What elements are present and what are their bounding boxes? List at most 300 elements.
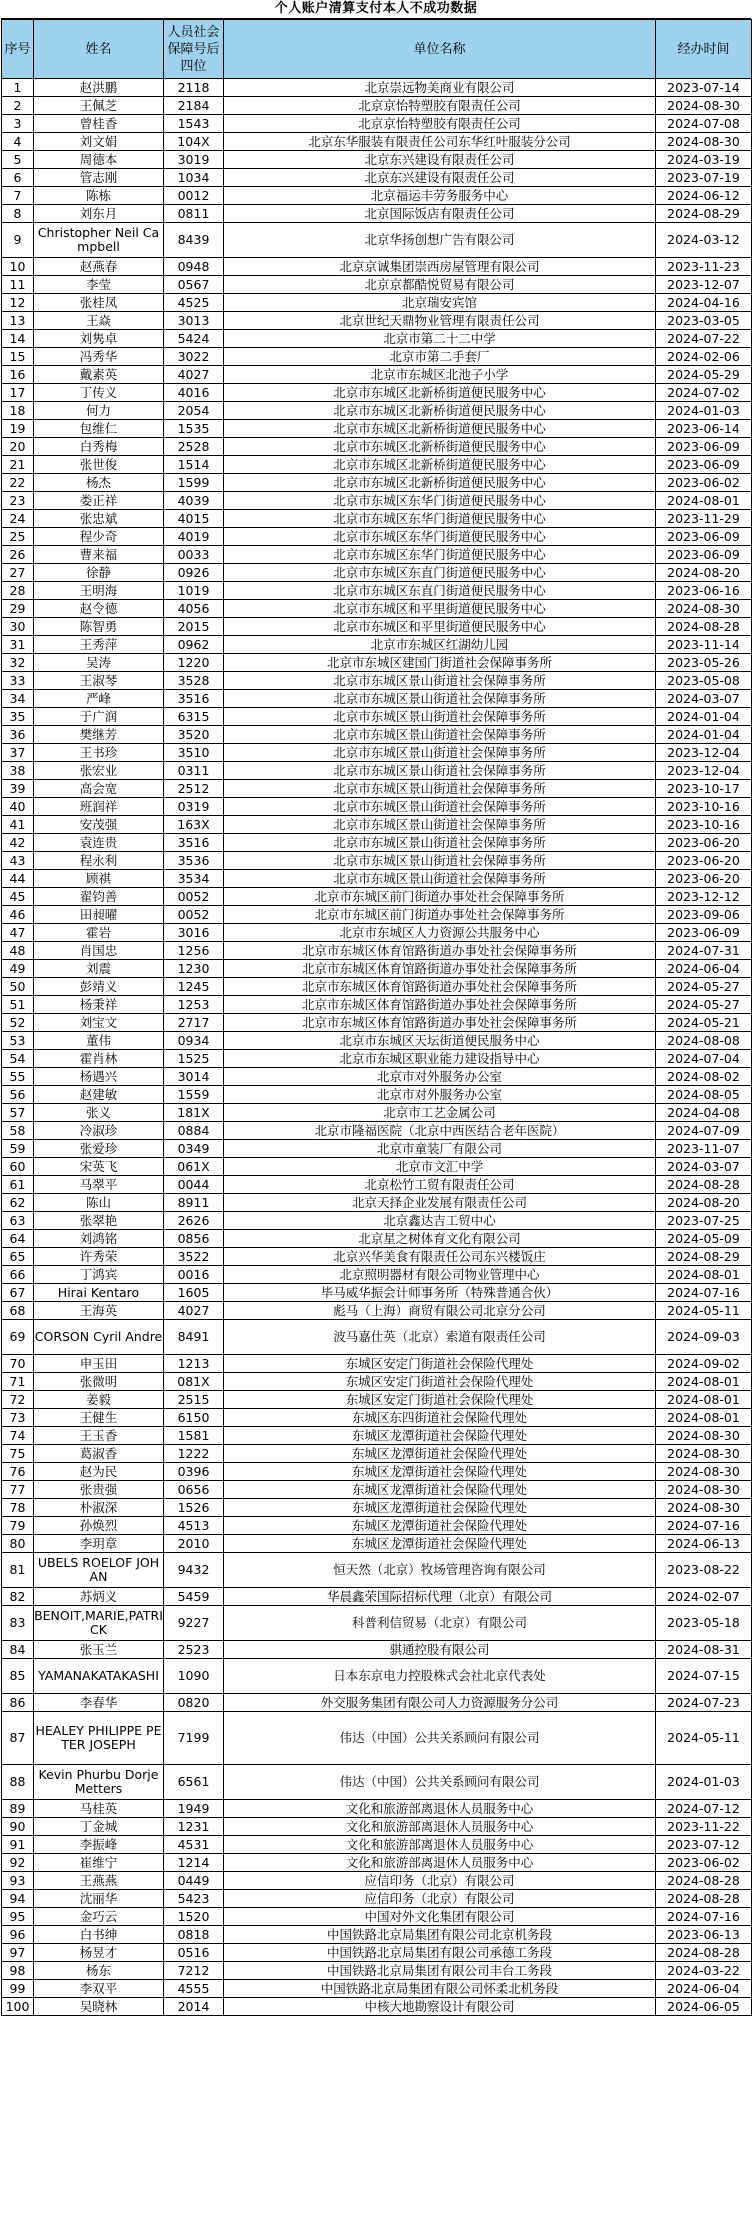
- cell-name: 刘震: [34, 960, 164, 978]
- table-row: [2, 762, 752, 780]
- cell-unit: 东城区龙潭街道社会保险代理处: [224, 1481, 656, 1499]
- table-row: [2, 1659, 752, 1694]
- cell-date: 2024-08-01: [656, 1373, 752, 1391]
- cell-unit: 北京市东城区景山街道社会保障事务所: [224, 690, 656, 708]
- cell-date: 2023-12-04: [656, 744, 752, 762]
- cell-unit: 文化和旅游部离退休人员服务中心: [224, 1836, 656, 1854]
- cell-unit: 北京市东城区景山街道社会保障事务所: [224, 816, 656, 834]
- cell-name: Christopher Neil Campbell: [34, 223, 164, 258]
- cell-unit: 恒天然（北京）牧场管理咨询有限公司: [224, 1553, 656, 1588]
- cell-no: 34: [2, 690, 34, 708]
- cell-name: 何力: [34, 402, 164, 420]
- cell-name: HEALEY PHILIPPE PETER JOSEPH: [34, 1712, 164, 1765]
- cell-no: 46: [2, 906, 34, 924]
- cell-no: 75: [2, 1445, 34, 1463]
- cell-no: 5: [2, 151, 34, 169]
- cell-social-security: 3019: [164, 151, 224, 169]
- cell-unit: 北京东兴建设有限责任公司: [224, 169, 656, 187]
- cell-name: 丁传义: [34, 384, 164, 402]
- table-row: [2, 1854, 752, 1872]
- cell-social-security: 0926: [164, 564, 224, 582]
- cell-social-security: 1220: [164, 654, 224, 672]
- cell-social-security: 0052: [164, 906, 224, 924]
- cell-date: 2024-08-20: [656, 564, 752, 582]
- cell-no: 79: [2, 1517, 34, 1535]
- table-row: [2, 1962, 752, 1980]
- cell-name: 王玉香: [34, 1427, 164, 1445]
- cell-social-security: 3520: [164, 726, 224, 744]
- cell-name: 樊继芳: [34, 726, 164, 744]
- cell-unit: 北京市东城区体育馆路街道办事处社会保障事务所: [224, 1014, 656, 1032]
- cell-name: 王燕燕: [34, 1872, 164, 1890]
- cell-no: 69: [2, 1320, 34, 1355]
- cell-date: 2024-03-12: [656, 223, 752, 258]
- cell-name: 娄正祥: [34, 492, 164, 510]
- cell-name: 李双平: [34, 1980, 164, 1998]
- cell-social-security: 3014: [164, 1068, 224, 1086]
- cell-unit: 应信印务（北京）有限公司: [224, 1872, 656, 1890]
- cell-no: 55: [2, 1068, 34, 1086]
- cell-unit: 北京市童装厂有限公司: [224, 1140, 656, 1158]
- cell-no: 48: [2, 942, 34, 960]
- table-row: [2, 1800, 752, 1818]
- table-row: [2, 474, 752, 492]
- table-row: [2, 1086, 752, 1104]
- cell-no: 21: [2, 456, 34, 474]
- cell-name: 高会宽: [34, 780, 164, 798]
- cell-unit: 北京市对外服务办公室: [224, 1086, 656, 1104]
- cell-no: 10: [2, 258, 34, 276]
- table-row: [2, 1248, 752, 1266]
- table-row: [2, 223, 752, 258]
- cell-name: 李春华: [34, 1694, 164, 1712]
- cell-name: 李振峰: [34, 1836, 164, 1854]
- cell-name: 王海英: [34, 1302, 164, 1320]
- cell-name: 于广润: [34, 708, 164, 726]
- table-row: [2, 978, 752, 996]
- cell-name: 沈丽华: [34, 1890, 164, 1908]
- cell-date: 2023-06-20: [656, 870, 752, 888]
- cell-unit: 毕马威华振会计师事务所（特殊普通合伙）: [224, 1284, 656, 1302]
- cell-date: 2024-09-03: [656, 1320, 752, 1355]
- cell-unit: 北京崇远物美商业有限公司: [224, 79, 656, 97]
- cell-unit: 中国铁路北京局集团有限公司怀柔北机务段: [224, 1980, 656, 1998]
- table-row: [2, 1499, 752, 1517]
- cell-date: 2023-12-12: [656, 888, 752, 906]
- table-row: [2, 1068, 752, 1086]
- cell-no: 82: [2, 1588, 34, 1606]
- cell-no: 6: [2, 169, 34, 187]
- table-row: [2, 1836, 752, 1854]
- cell-name: 霍肖林: [34, 1050, 164, 1068]
- cell-no: 93: [2, 1872, 34, 1890]
- cell-unit: 中国铁路北京局集团有限公司北京机务段: [224, 1926, 656, 1944]
- cell-date: 2024-01-04: [656, 708, 752, 726]
- cell-social-security: 6315: [164, 708, 224, 726]
- cell-name: 赵燕春: [34, 258, 164, 276]
- table-row: [2, 133, 752, 151]
- cell-date: 2024-08-08: [656, 1032, 752, 1050]
- cell-unit: 北京市东城区景山街道社会保障事务所: [224, 780, 656, 798]
- cell-name: YAMANAKATAKASHI: [34, 1659, 164, 1694]
- cell-unit: 北京市工艺金属公司: [224, 1104, 656, 1122]
- cell-no: 18: [2, 402, 34, 420]
- cell-date: 2024-08-29: [656, 205, 752, 223]
- cell-social-security: 081X: [164, 1373, 224, 1391]
- table-row: [2, 1266, 752, 1284]
- cell-unit: 东城区东四街道社会保险代理处: [224, 1409, 656, 1427]
- cell-unit: 北京市隆福医院（北京中西医结合老年医院）: [224, 1122, 656, 1140]
- cell-date: 2024-08-28: [656, 1890, 752, 1908]
- cell-date: 2024-03-07: [656, 1158, 752, 1176]
- table-row: [2, 1606, 752, 1641]
- header-name: 姓名: [34, 20, 164, 79]
- table-row: [2, 402, 752, 420]
- cell-social-security: 0033: [164, 546, 224, 564]
- cell-social-security: 8439: [164, 223, 224, 258]
- cell-date: 2024-07-04: [656, 1050, 752, 1068]
- cell-name: 赵令德: [34, 600, 164, 618]
- cell-unit: 北京市文汇中学: [224, 1158, 656, 1176]
- cell-name: 陈山: [34, 1194, 164, 1212]
- cell-social-security: 0516: [164, 1944, 224, 1962]
- cell-name: 吴晓林: [34, 1998, 164, 2016]
- cell-no: 85: [2, 1659, 34, 1694]
- cell-name: 孙焕烈: [34, 1517, 164, 1535]
- cell-no: 100: [2, 1998, 34, 2016]
- cell-no: 90: [2, 1818, 34, 1836]
- cell-date: 2024-05-11: [656, 1302, 752, 1320]
- cell-social-security: 2015: [164, 618, 224, 636]
- cell-no: 25: [2, 528, 34, 546]
- cell-unit: 北京市东城区和平里街道便民服务中心: [224, 600, 656, 618]
- cell-name: 丁鸿宾: [34, 1266, 164, 1284]
- cell-name: 包维仁: [34, 420, 164, 438]
- cell-social-security: 3536: [164, 852, 224, 870]
- cell-unit: 北京市东城区景山街道社会保障事务所: [224, 762, 656, 780]
- cell-unit: 北京瑞安宾馆: [224, 294, 656, 312]
- cell-unit: 东城区龙潭街道社会保险代理处: [224, 1517, 656, 1535]
- cell-no: 12: [2, 294, 34, 312]
- cell-name: CORSON Cyril Andre: [34, 1320, 164, 1355]
- table-row: [2, 582, 752, 600]
- header-no: 序号: [2, 20, 34, 79]
- cell-name: 周德本: [34, 151, 164, 169]
- table-row: [2, 546, 752, 564]
- cell-name: 张桂凤: [34, 294, 164, 312]
- cell-no: 56: [2, 1086, 34, 1104]
- cell-name: 张翠艳: [34, 1212, 164, 1230]
- cell-date: 2023-03-05: [656, 312, 752, 330]
- cell-no: 58: [2, 1122, 34, 1140]
- cell-no: 87: [2, 1712, 34, 1765]
- cell-social-security: 5423: [164, 1890, 224, 1908]
- cell-date: 2023-06-13: [656, 1926, 752, 1944]
- cell-social-security: 2014: [164, 1998, 224, 2016]
- cell-name: 宋英飞: [34, 1158, 164, 1176]
- cell-name: 刘隽卓: [34, 330, 164, 348]
- cell-no: 83: [2, 1606, 34, 1641]
- table-row: [2, 726, 752, 744]
- cell-social-security: 181X: [164, 1104, 224, 1122]
- table-row: [2, 1104, 752, 1122]
- table-row: [2, 942, 752, 960]
- cell-name: 张微明: [34, 1373, 164, 1391]
- cell-social-security: 2054: [164, 402, 224, 420]
- cell-date: 2023-06-09: [656, 456, 752, 474]
- cell-unit: 北京京都酷悦贸易有限公司: [224, 276, 656, 294]
- cell-unit: 北京东兴建设有限责任公司: [224, 151, 656, 169]
- table-row: [2, 1694, 752, 1712]
- cell-unit: 北京市东城区建国门街道社会保障事务所: [224, 654, 656, 672]
- cell-no: 8: [2, 205, 34, 223]
- table-row: [2, 1588, 752, 1606]
- table-row: [2, 1427, 752, 1445]
- cell-social-security: 0012: [164, 187, 224, 205]
- cell-date: 2024-08-28: [656, 1176, 752, 1194]
- cell-date: 2023-12-04: [656, 762, 752, 780]
- cell-no: 96: [2, 1926, 34, 1944]
- cell-no: 76: [2, 1463, 34, 1481]
- cell-social-security: 4019: [164, 528, 224, 546]
- cell-no: 47: [2, 924, 34, 942]
- cell-social-security: 3522: [164, 1248, 224, 1266]
- table-row: [2, 600, 752, 618]
- cell-unit: 北京松竹工贸有限责任公司: [224, 1176, 656, 1194]
- cell-name: BENOIT,MARIE,PATRICK: [34, 1606, 164, 1641]
- cell-name: 刘文娟: [34, 133, 164, 151]
- cell-no: 30: [2, 618, 34, 636]
- cell-date: 2024-08-31: [656, 1641, 752, 1659]
- cell-social-security: 6150: [164, 1409, 224, 1427]
- table-row: [2, 1890, 752, 1908]
- cell-date: 2023-07-14: [656, 79, 752, 97]
- cell-date: 2024-08-30: [656, 1463, 752, 1481]
- cell-unit: 北京市东城区北新桥街道便民服务中心: [224, 456, 656, 474]
- table-row: [2, 312, 752, 330]
- cell-date: 2023-06-16: [656, 582, 752, 600]
- cell-no: 33: [2, 672, 34, 690]
- cell-no: 98: [2, 1962, 34, 1980]
- cell-date: 2023-06-09: [656, 546, 752, 564]
- cell-unit: 北京京怡特塑胶有限责任公司: [224, 97, 656, 115]
- cell-unit: 北京市东城区体育馆路街道办事处社会保障事务所: [224, 942, 656, 960]
- cell-name: 李玥章: [34, 1535, 164, 1553]
- cell-no: 4: [2, 133, 34, 151]
- cell-unit: 北京华扬创想广告有限公司: [224, 223, 656, 258]
- cell-social-security: 3510: [164, 744, 224, 762]
- table-row: [2, 205, 752, 223]
- cell-unit: 文化和旅游部离退休人员服务中心: [224, 1800, 656, 1818]
- cell-no: 41: [2, 816, 34, 834]
- cell-date: 2024-03-07: [656, 690, 752, 708]
- cell-no: 94: [2, 1890, 34, 1908]
- cell-name: 白秀梅: [34, 438, 164, 456]
- cell-name: 张玉兰: [34, 1641, 164, 1659]
- cell-date: 2023-06-02: [656, 1854, 752, 1872]
- table-row: [2, 1194, 752, 1212]
- cell-unit: 华晨鑫荣国际招标代理（北京）有限公司: [224, 1588, 656, 1606]
- cell-unit: 北京市东城区前门街道办事处社会保障事务所: [224, 906, 656, 924]
- table-row: [2, 258, 752, 276]
- cell-name: 申玉田: [34, 1355, 164, 1373]
- cell-name: 李莹: [34, 276, 164, 294]
- cell-no: 61: [2, 1176, 34, 1194]
- cell-no: 45: [2, 888, 34, 906]
- cell-unit: 北京市东城区东华门街道便民服务中心: [224, 546, 656, 564]
- cell-social-security: 8491: [164, 1320, 224, 1355]
- cell-no: 77: [2, 1481, 34, 1499]
- cell-social-security: 7212: [164, 1962, 224, 1980]
- table-row: [2, 852, 752, 870]
- cell-date: 2023-11-07: [656, 1140, 752, 1158]
- cell-social-security: 4513: [164, 1517, 224, 1535]
- cell-no: 62: [2, 1194, 34, 1212]
- cell-unit: 波马嘉仕英（北京）索道有限责任公司: [224, 1320, 656, 1355]
- cell-unit: 文化和旅游部离退休人员服务中心: [224, 1818, 656, 1836]
- cell-social-security: 8911: [164, 1194, 224, 1212]
- cell-no: 91: [2, 1836, 34, 1854]
- cell-name: 苏炳义: [34, 1588, 164, 1606]
- cell-unit: 北京市东城区景山街道社会保障事务所: [224, 744, 656, 762]
- cell-name: UBELS ROELOF JOHAN: [34, 1553, 164, 1588]
- cell-unit: 北京市东城区东华门街道便民服务中心: [224, 492, 656, 510]
- table-row: [2, 1014, 752, 1032]
- cell-name: 刘鸿铭: [34, 1230, 164, 1248]
- cell-social-security: 4056: [164, 600, 224, 618]
- cell-unit: 北京市东城区体育馆路街道办事处社会保障事务所: [224, 960, 656, 978]
- cell-unit: 北京鑫达吉工贸中心: [224, 1212, 656, 1230]
- cell-social-security: 7199: [164, 1712, 224, 1765]
- cell-no: 97: [2, 1944, 34, 1962]
- cell-social-security: 1230: [164, 960, 224, 978]
- cell-social-security: 4039: [164, 492, 224, 510]
- table-row: [2, 1320, 752, 1355]
- table-row: [2, 780, 752, 798]
- cell-unit: 中国对外文化集团有限公司: [224, 1908, 656, 1926]
- cell-social-security: 0396: [164, 1463, 224, 1481]
- table-row: [2, 1553, 752, 1588]
- cell-social-security: 0044: [164, 1176, 224, 1194]
- cell-date: 2024-06-05: [656, 1998, 752, 2016]
- table-row: [2, 330, 752, 348]
- cell-unit: 北京市东城区东直门街道便民服务中心: [224, 582, 656, 600]
- cell-social-security: 0449: [164, 1872, 224, 1890]
- table-row: [2, 348, 752, 366]
- header-row: [2, 20, 752, 79]
- cell-name: 张忠斌: [34, 510, 164, 528]
- cell-name: 杨遇兴: [34, 1068, 164, 1086]
- cell-social-security: 1559: [164, 1086, 224, 1104]
- cell-no: 2: [2, 97, 34, 115]
- cell-social-security: 2184: [164, 97, 224, 115]
- cell-unit: 北京市东城区职业能力建设指导中心: [224, 1050, 656, 1068]
- cell-social-security: 0016: [164, 1266, 224, 1284]
- cell-name: 杨东: [34, 1962, 164, 1980]
- cell-social-security: 1245: [164, 978, 224, 996]
- cell-no: 99: [2, 1980, 34, 1998]
- table-row: [2, 1176, 752, 1194]
- cell-no: 3: [2, 115, 34, 133]
- cell-no: 40: [2, 798, 34, 816]
- cell-date: 2024-08-30: [656, 97, 752, 115]
- cell-social-security: 2515: [164, 1391, 224, 1409]
- table-row: [2, 79, 752, 97]
- cell-social-security: 1090: [164, 1659, 224, 1694]
- cell-unit: 北京市第二手套厂: [224, 348, 656, 366]
- cell-social-security: 1222: [164, 1445, 224, 1463]
- table-row: [2, 1445, 752, 1463]
- cell-name: 吴涛: [34, 654, 164, 672]
- cell-social-security: 1949: [164, 1800, 224, 1818]
- cell-social-security: 3022: [164, 348, 224, 366]
- cell-social-security: 3516: [164, 690, 224, 708]
- cell-no: 73: [2, 1409, 34, 1427]
- cell-no: 71: [2, 1373, 34, 1391]
- cell-name: 霍岩: [34, 924, 164, 942]
- cell-social-security: 0311: [164, 762, 224, 780]
- table-row: [2, 1712, 752, 1765]
- cell-unit: 北京兴华美食有限责任公司东兴楼饭庄: [224, 1248, 656, 1266]
- cell-no: 37: [2, 744, 34, 762]
- cell-name: 葛淑香: [34, 1445, 164, 1463]
- cell-name: 丁金城: [34, 1818, 164, 1836]
- table-row: [2, 1409, 752, 1427]
- cell-date: 2024-03-19: [656, 151, 752, 169]
- cell-social-security: 1256: [164, 942, 224, 960]
- table-row: [2, 1463, 752, 1481]
- cell-name: 王焱: [34, 312, 164, 330]
- cell-name: 陈智勇: [34, 618, 164, 636]
- cell-date: 2023-10-16: [656, 798, 752, 816]
- cell-date: 2024-05-27: [656, 978, 752, 996]
- cell-name: 安茂强: [34, 816, 164, 834]
- cell-date: 2024-08-28: [656, 618, 752, 636]
- cell-no: 52: [2, 1014, 34, 1032]
- cell-date: 2024-05-09: [656, 1230, 752, 1248]
- table-row: [2, 151, 752, 169]
- cell-social-security: 4525: [164, 294, 224, 312]
- cell-name: 翟钧善: [34, 888, 164, 906]
- cell-name: 赵洪鹏: [34, 79, 164, 97]
- cell-date: 2024-06-04: [656, 960, 752, 978]
- cell-date: 2023-07-25: [656, 1212, 752, 1230]
- cell-name: 刘东月: [34, 205, 164, 223]
- table-row: [2, 870, 752, 888]
- cell-name: 王健生: [34, 1409, 164, 1427]
- cell-unit: 北京世纪天鼎物业管理有限责任公司: [224, 312, 656, 330]
- table-row: [2, 960, 752, 978]
- cell-no: 43: [2, 852, 34, 870]
- table-row: [2, 1302, 752, 1320]
- cell-date: 2024-04-16: [656, 294, 752, 312]
- cell-social-security: 0962: [164, 636, 224, 654]
- cell-date: 2024-03-22: [656, 1962, 752, 1980]
- cell-unit: 东城区龙潭街道社会保险代理处: [224, 1445, 656, 1463]
- table-row: [2, 924, 752, 942]
- cell-name: 徐静: [34, 564, 164, 582]
- cell-date: 2024-08-05: [656, 1086, 752, 1104]
- cell-no: 74: [2, 1427, 34, 1445]
- cell-no: 11: [2, 276, 34, 294]
- cell-date: 2024-08-30: [656, 1481, 752, 1499]
- cell-no: 95: [2, 1908, 34, 1926]
- cell-no: 14: [2, 330, 34, 348]
- cell-social-security: 0567: [164, 276, 224, 294]
- cell-date: 2024-02-06: [656, 348, 752, 366]
- table-row: [2, 1284, 752, 1302]
- table-row: [2, 708, 752, 726]
